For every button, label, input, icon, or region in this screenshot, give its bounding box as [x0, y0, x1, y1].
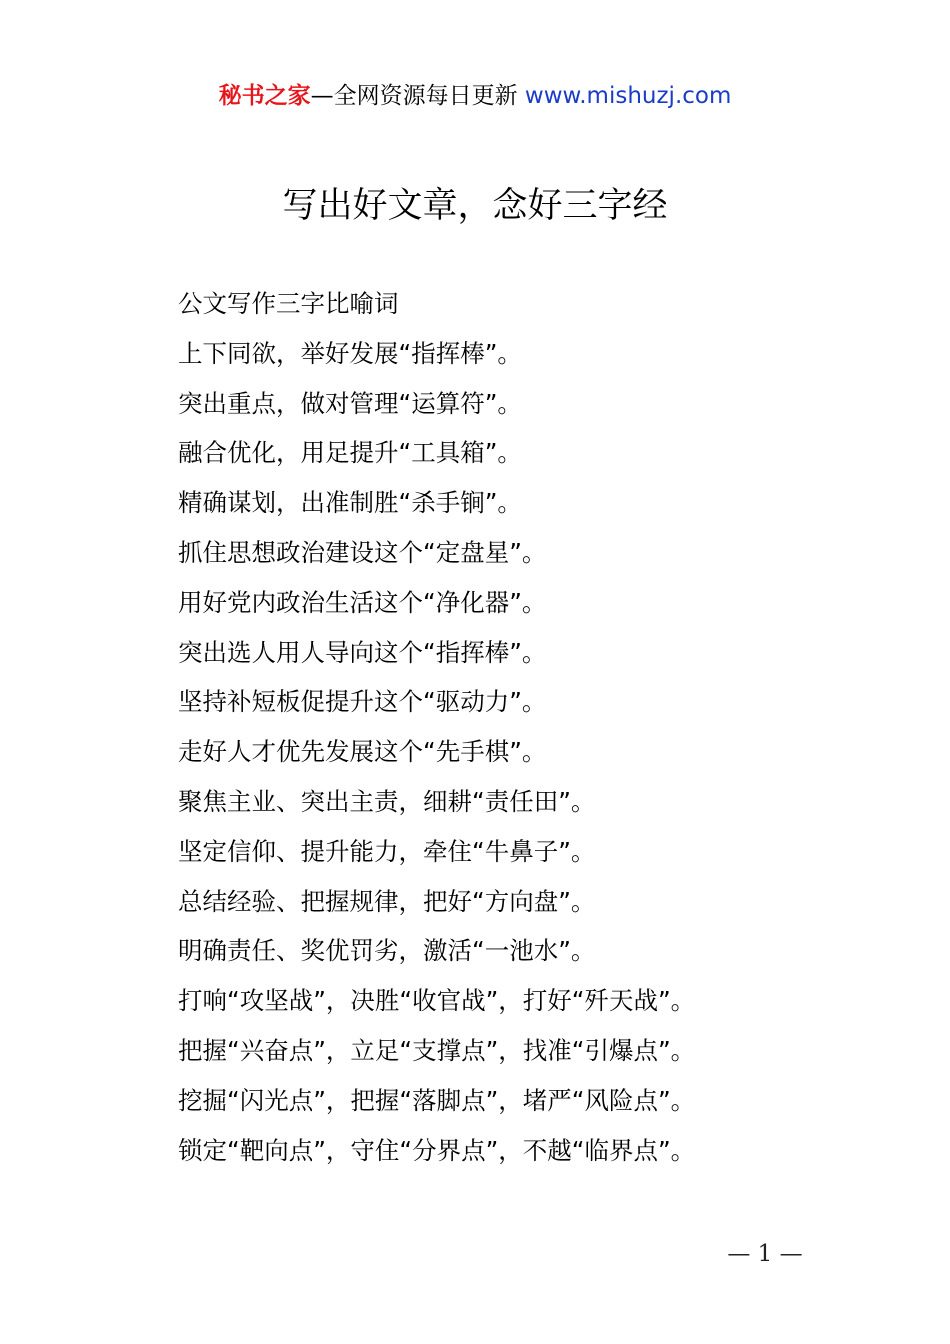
body-line: 突出选人用人导向这个“指挥棒”。 — [178, 637, 547, 667]
site-tagline: —全网资源每日更新 — [310, 83, 518, 109]
page-number: — 1 — — [727, 1241, 803, 1267]
body-line: 用好党内政治生活这个“净化器”。 — [178, 587, 547, 617]
body-line: 抓住思想政治建设这个“定盘星”。 — [178, 537, 547, 567]
body-line: 打响“攻坚战”，决胜“收官战”，打好“歼天战”。 — [178, 986, 696, 1016]
site-header — [0, 78, 950, 114]
body-line: 把握“兴奋点”，立足“支撑点”，找准“引爆点”。 — [178, 1035, 696, 1065]
body-line: 融合优化，用足提升“工具箱”。 — [178, 438, 522, 468]
body-line: 明确责任、奖优罚劣，激活“一池水”。 — [178, 936, 596, 966]
document-title: 写出好文章，念好三字经 — [282, 186, 668, 226]
body-line: 走好人才优先发展这个“先手棋”。 — [178, 737, 547, 767]
body-line: 精确谋划，出准制胜“杀手锏”。 — [178, 488, 522, 518]
body-subheading: 公文写作三字比喻词 — [178, 289, 399, 318]
body-line: 挖掘“闪光点”，把握“落脚点”，堵严“风险点”。 — [178, 1085, 696, 1115]
body-line: 突出重点，做对管理“运算符”。 — [178, 388, 522, 418]
body-line: 聚焦主业、突出主责，细耕“责任田”。 — [178, 786, 596, 816]
site-url-link[interactable]: www.mishuzj.com — [524, 83, 732, 109]
site-brand: 秘书之家 — [218, 83, 311, 109]
body-line: 锁定“靶向点”，守住“分界点”，不越“临界点”。 — [178, 1135, 696, 1165]
body-line: 坚定信仰、提升能力，牵住“牛鼻子”。 — [178, 836, 596, 866]
document-body — [178, 283, 878, 1179]
body-line: 总结经验、把握规律，把好“方向盘”。 — [178, 886, 596, 916]
body-line: 坚持补短板促提升这个“驱动力”。 — [178, 687, 547, 717]
body-line: 上下同欲，举好发展“指挥棒”。 — [178, 338, 522, 368]
